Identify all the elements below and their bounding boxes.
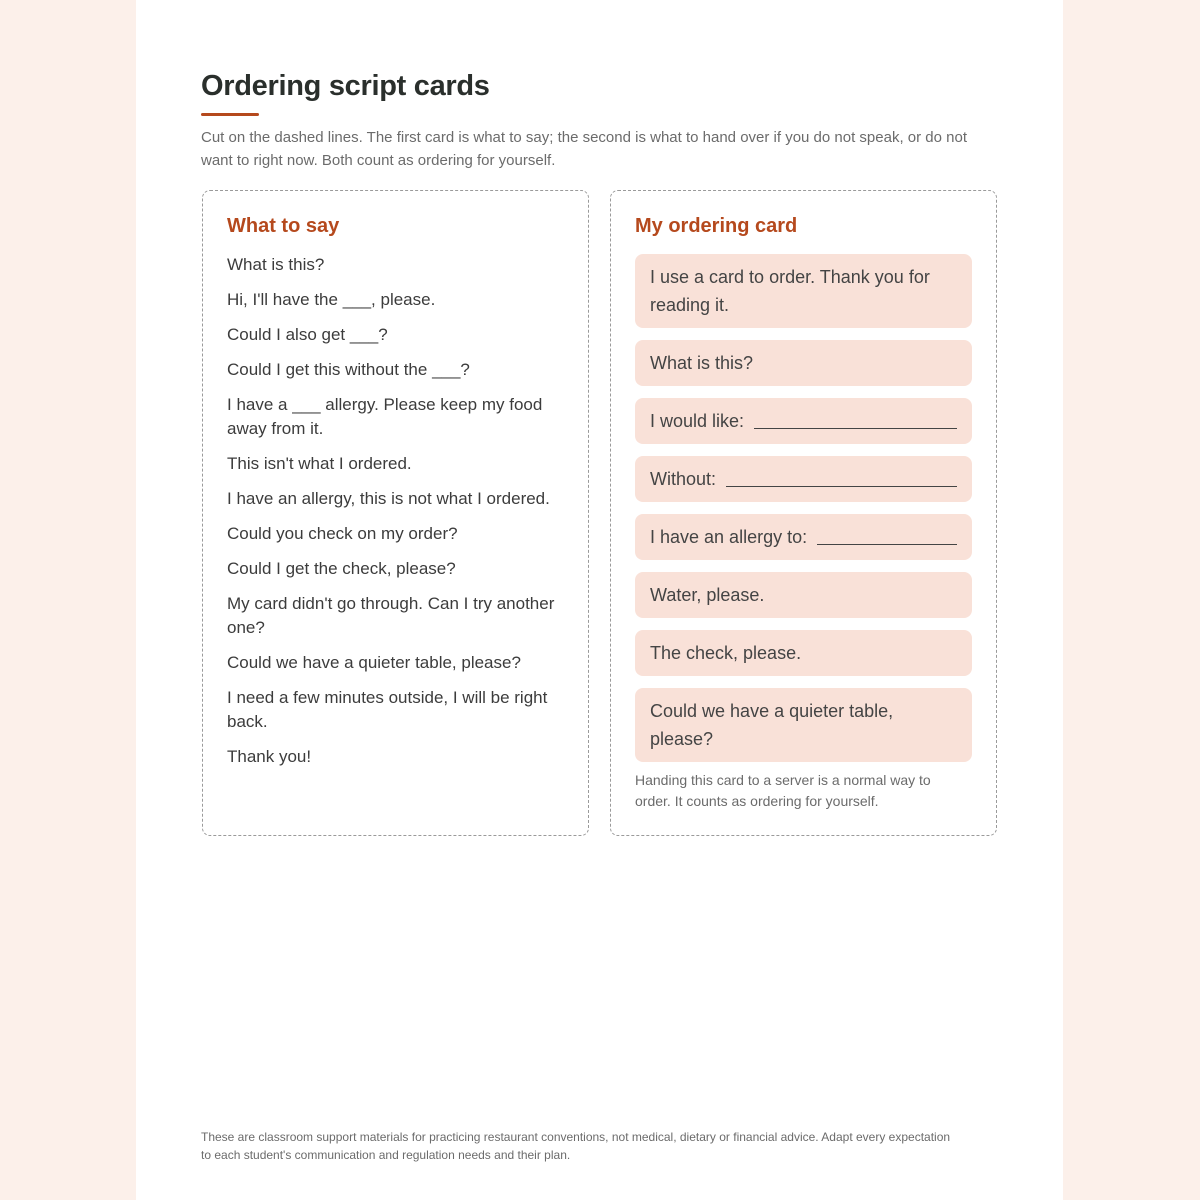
ordering-tile [635, 630, 972, 676]
phrase-item: Could we have a quieter table, please? [227, 653, 521, 672]
tile-stack [635, 254, 972, 774]
intro-text: Cut on the dashed lines. The first card is what to say; the second is what to hand over if you do not speak, or do not want to right now. Both count as ordering for yourself. [201, 129, 968, 169]
ordering-tile [635, 514, 972, 560]
ordering-card-heading: My ordering card [635, 215, 798, 237]
phrase-item: Hi, I'll have the ___, please. [227, 290, 436, 309]
ordering-card-note: Handing this card to a server is a normal way to order. It counts as ordering for yourself. [635, 772, 931, 809]
phrase-item: I have a ___ allergy. Please keep my food away from it. [227, 395, 543, 438]
ordering-tile-text: The check, please. [650, 643, 802, 663]
title-underline [201, 113, 259, 116]
write-in-blank [817, 544, 957, 545]
ordering-tile-text: I have an allergy to: [650, 527, 808, 547]
phrase-list [227, 253, 572, 780]
ordering-tile-text: Water, please. [650, 585, 765, 605]
worksheet-page [136, 0, 1063, 1200]
ordering-tile [635, 398, 972, 444]
write-in-blank [726, 486, 957, 487]
ordering-tile [635, 340, 972, 386]
write-in-blank [754, 428, 957, 429]
phrase-item: This isn't what I ordered. [227, 454, 412, 473]
page-title: Ordering script cards [201, 70, 490, 102]
phrase-item: Could you check on my order? [227, 524, 458, 543]
ordering-card [610, 190, 997, 836]
phrase-item: Could I get this without the ___? [227, 360, 470, 379]
phrase-item: My card didn't go through. Can I try another one? [227, 594, 555, 637]
what-to-say-card [202, 190, 589, 836]
ordering-tile-text: What is this? [650, 353, 754, 373]
phrase-item: What is this? [227, 255, 325, 274]
phrase-item: Thank you! [227, 747, 312, 766]
phrase-item: Could I also get ___? [227, 325, 388, 344]
ordering-tile [635, 572, 972, 618]
ordering-tile [635, 688, 972, 762]
ordering-tile-text: Without: [650, 469, 717, 489]
phrase-item: Could I get the check, please? [227, 559, 456, 578]
ordering-tile-text: Could we have a quieter table, please? [650, 701, 894, 749]
phrase-item: I need a few minutes outside, I will be right back. [227, 688, 548, 731]
ordering-tile-text: I would like: [650, 411, 745, 431]
ordering-tile [635, 456, 972, 502]
what-to-say-heading: What to say [227, 215, 340, 237]
ordering-tile [635, 254, 972, 328]
disclaimer-text: These are classroom support materials for practicing restaurant conventions, not medical, dietary or financial advice. Adapt every expectation to each student's communication and regulation needs and their plan. [201, 1130, 951, 1162]
ordering-tile-text: I use a card to order. Thank you for reading it. [650, 267, 930, 315]
phrase-item: I have an allergy, this is not what I ordered. [227, 489, 550, 508]
